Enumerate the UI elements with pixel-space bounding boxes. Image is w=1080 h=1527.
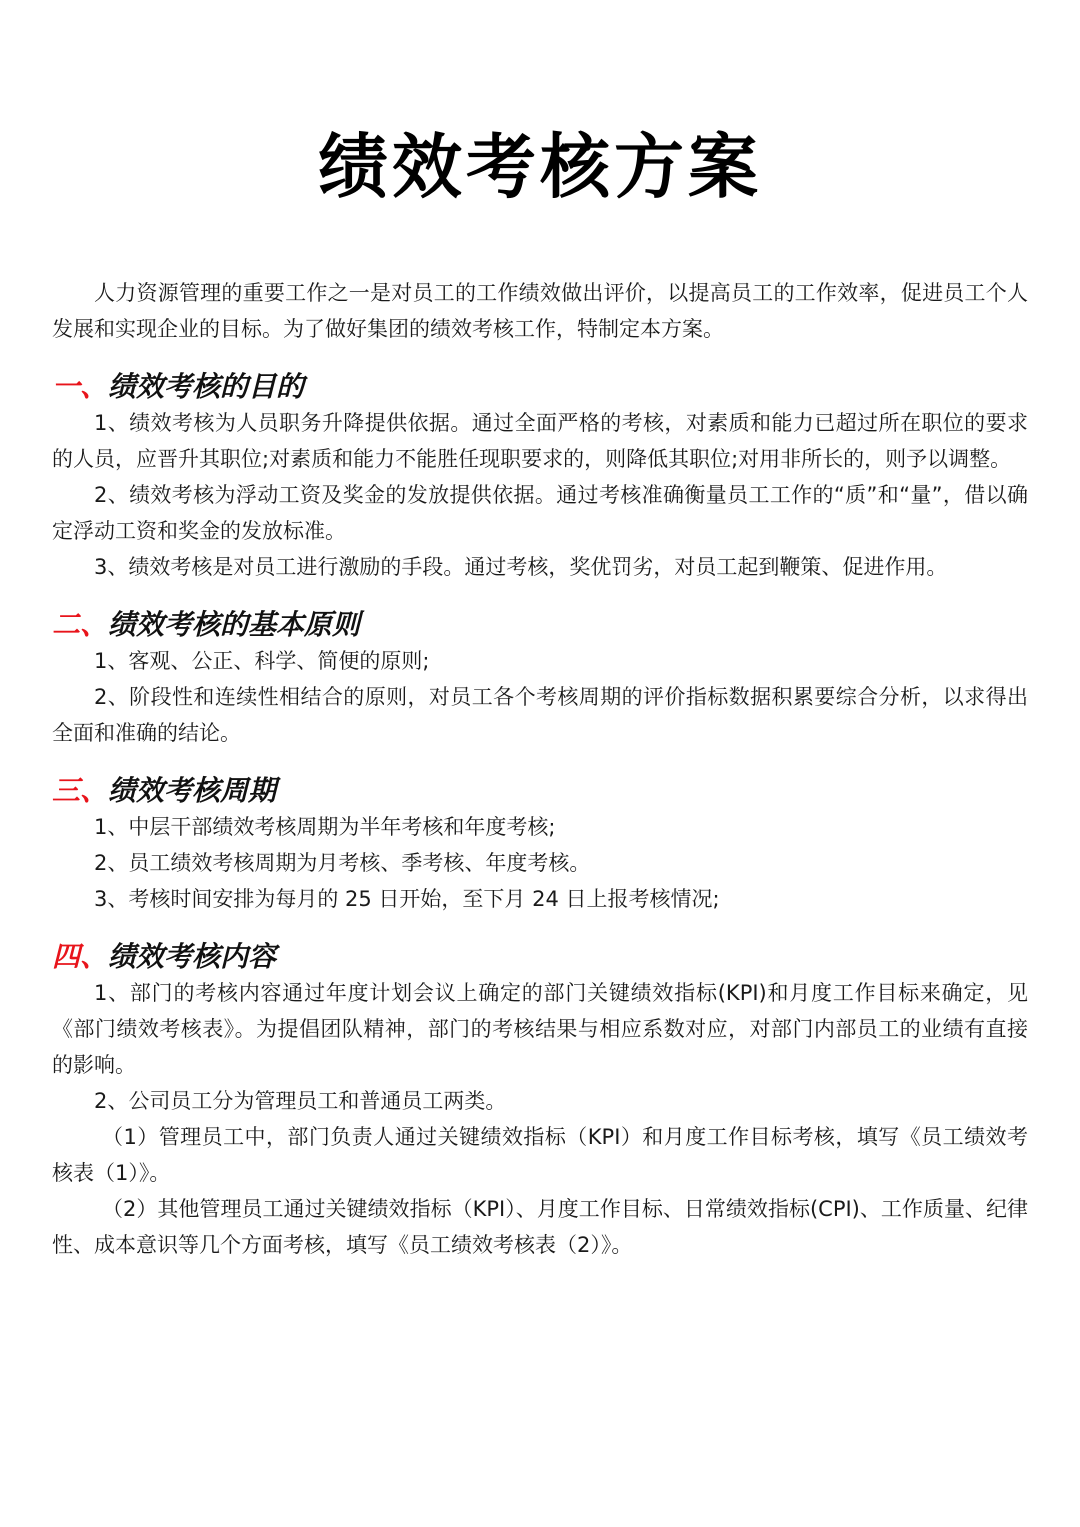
intro-section	[52, 275, 1028, 347]
paragraph: （2）其他管理员工通过关键绩效指标（KPI）、月度工作目标、日常绩效指标(CPI)、工作质量、纪律性、成本意识等几个方面考核，填写《员工绩效考核表（2）》。	[52, 1197, 1028, 1257]
paragraph: 2、员工绩效考核周期为月考核、季考核、年度考核。	[94, 851, 591, 875]
paragraph: 3、绩效考核是对员工进行激励的手段。通过考核，奖优罚劣，对员工起到鞭策、促进作用。	[94, 555, 948, 579]
paragraph: 1、客观、公正、科学、简便的原则;	[94, 649, 430, 673]
section-heading-text: 绩效考核的目的	[108, 370, 305, 403]
section-heading-text: 绩效考核的基本原则	[108, 608, 361, 641]
section-number: 二、	[52, 608, 109, 641]
section-number: 一、	[52, 370, 109, 403]
section-heading	[52, 603, 1028, 647]
section-cycle	[52, 769, 1028, 917]
section-number: 四、	[52, 940, 109, 973]
section-heading-text: 绩效考核周期	[108, 774, 277, 807]
section-content	[52, 935, 1028, 1263]
paragraph: 1、部门的考核内容通过年度计划会议上确定的部门关键绩效指标(KPI)和月度工作目标来确定，见《部门绩效考核表》。为提倡团队精神，部门的考核结果与相应系数对应，对部门内部员工的业绩有直接的影响。	[52, 981, 1028, 1077]
paragraph: 3、考核时间安排为每月的 25 日开始，至下月 24 日上报考核情况;	[94, 887, 720, 911]
intro-paragraph: 人力资源管理的重要工作之一是对员工的工作绩效做出评价，以提高员工的工作效率，促进员工个人发展和实现企业的目标。为了做好集团的绩效考核工作，特制定本方案。	[52, 281, 1028, 341]
section-heading	[52, 935, 1028, 979]
paragraph: 2、阶段性和连续性相结合的原则，对员工各个考核周期的评价指标数据积累要综合分析，以求得出全面和准确的结论。	[52, 685, 1028, 745]
section-number: 三、	[52, 774, 109, 807]
section-principles	[52, 603, 1028, 751]
paragraph: （1）管理员工中，部门负责人通过关键绩效指标（KPI）和月度工作目标考核，填写《员工绩效考核表（1）》。	[52, 1125, 1028, 1185]
paragraph: 1、中层干部绩效考核周期为半年考核和年度考核;	[94, 815, 556, 839]
paragraph: 2、绩效考核为浮动工资及奖金的发放提供依据。通过考核准确衡量员工工作的“质”和“量”，借以确定浮动工资和奖金的发放标准。	[52, 483, 1028, 543]
paragraph: 2、公司员工分为管理员工和普通员工两类。	[94, 1089, 507, 1113]
section-purpose	[52, 365, 1028, 585]
section-heading	[52, 769, 1028, 813]
paragraph: 1、绩效考核为人员职务升降提供依据。通过全面严格的考核，对素质和能力已超过所在职位的要求的人员，应晋升其职位;对素质和能力不能胜任现职要求的，则降低其职位;对用非所长的，则予以调整。	[52, 411, 1028, 471]
document-title: 绩效考核方案	[318, 126, 762, 208]
section-heading-text: 绩效考核内容	[108, 940, 277, 973]
section-heading	[52, 365, 1028, 409]
